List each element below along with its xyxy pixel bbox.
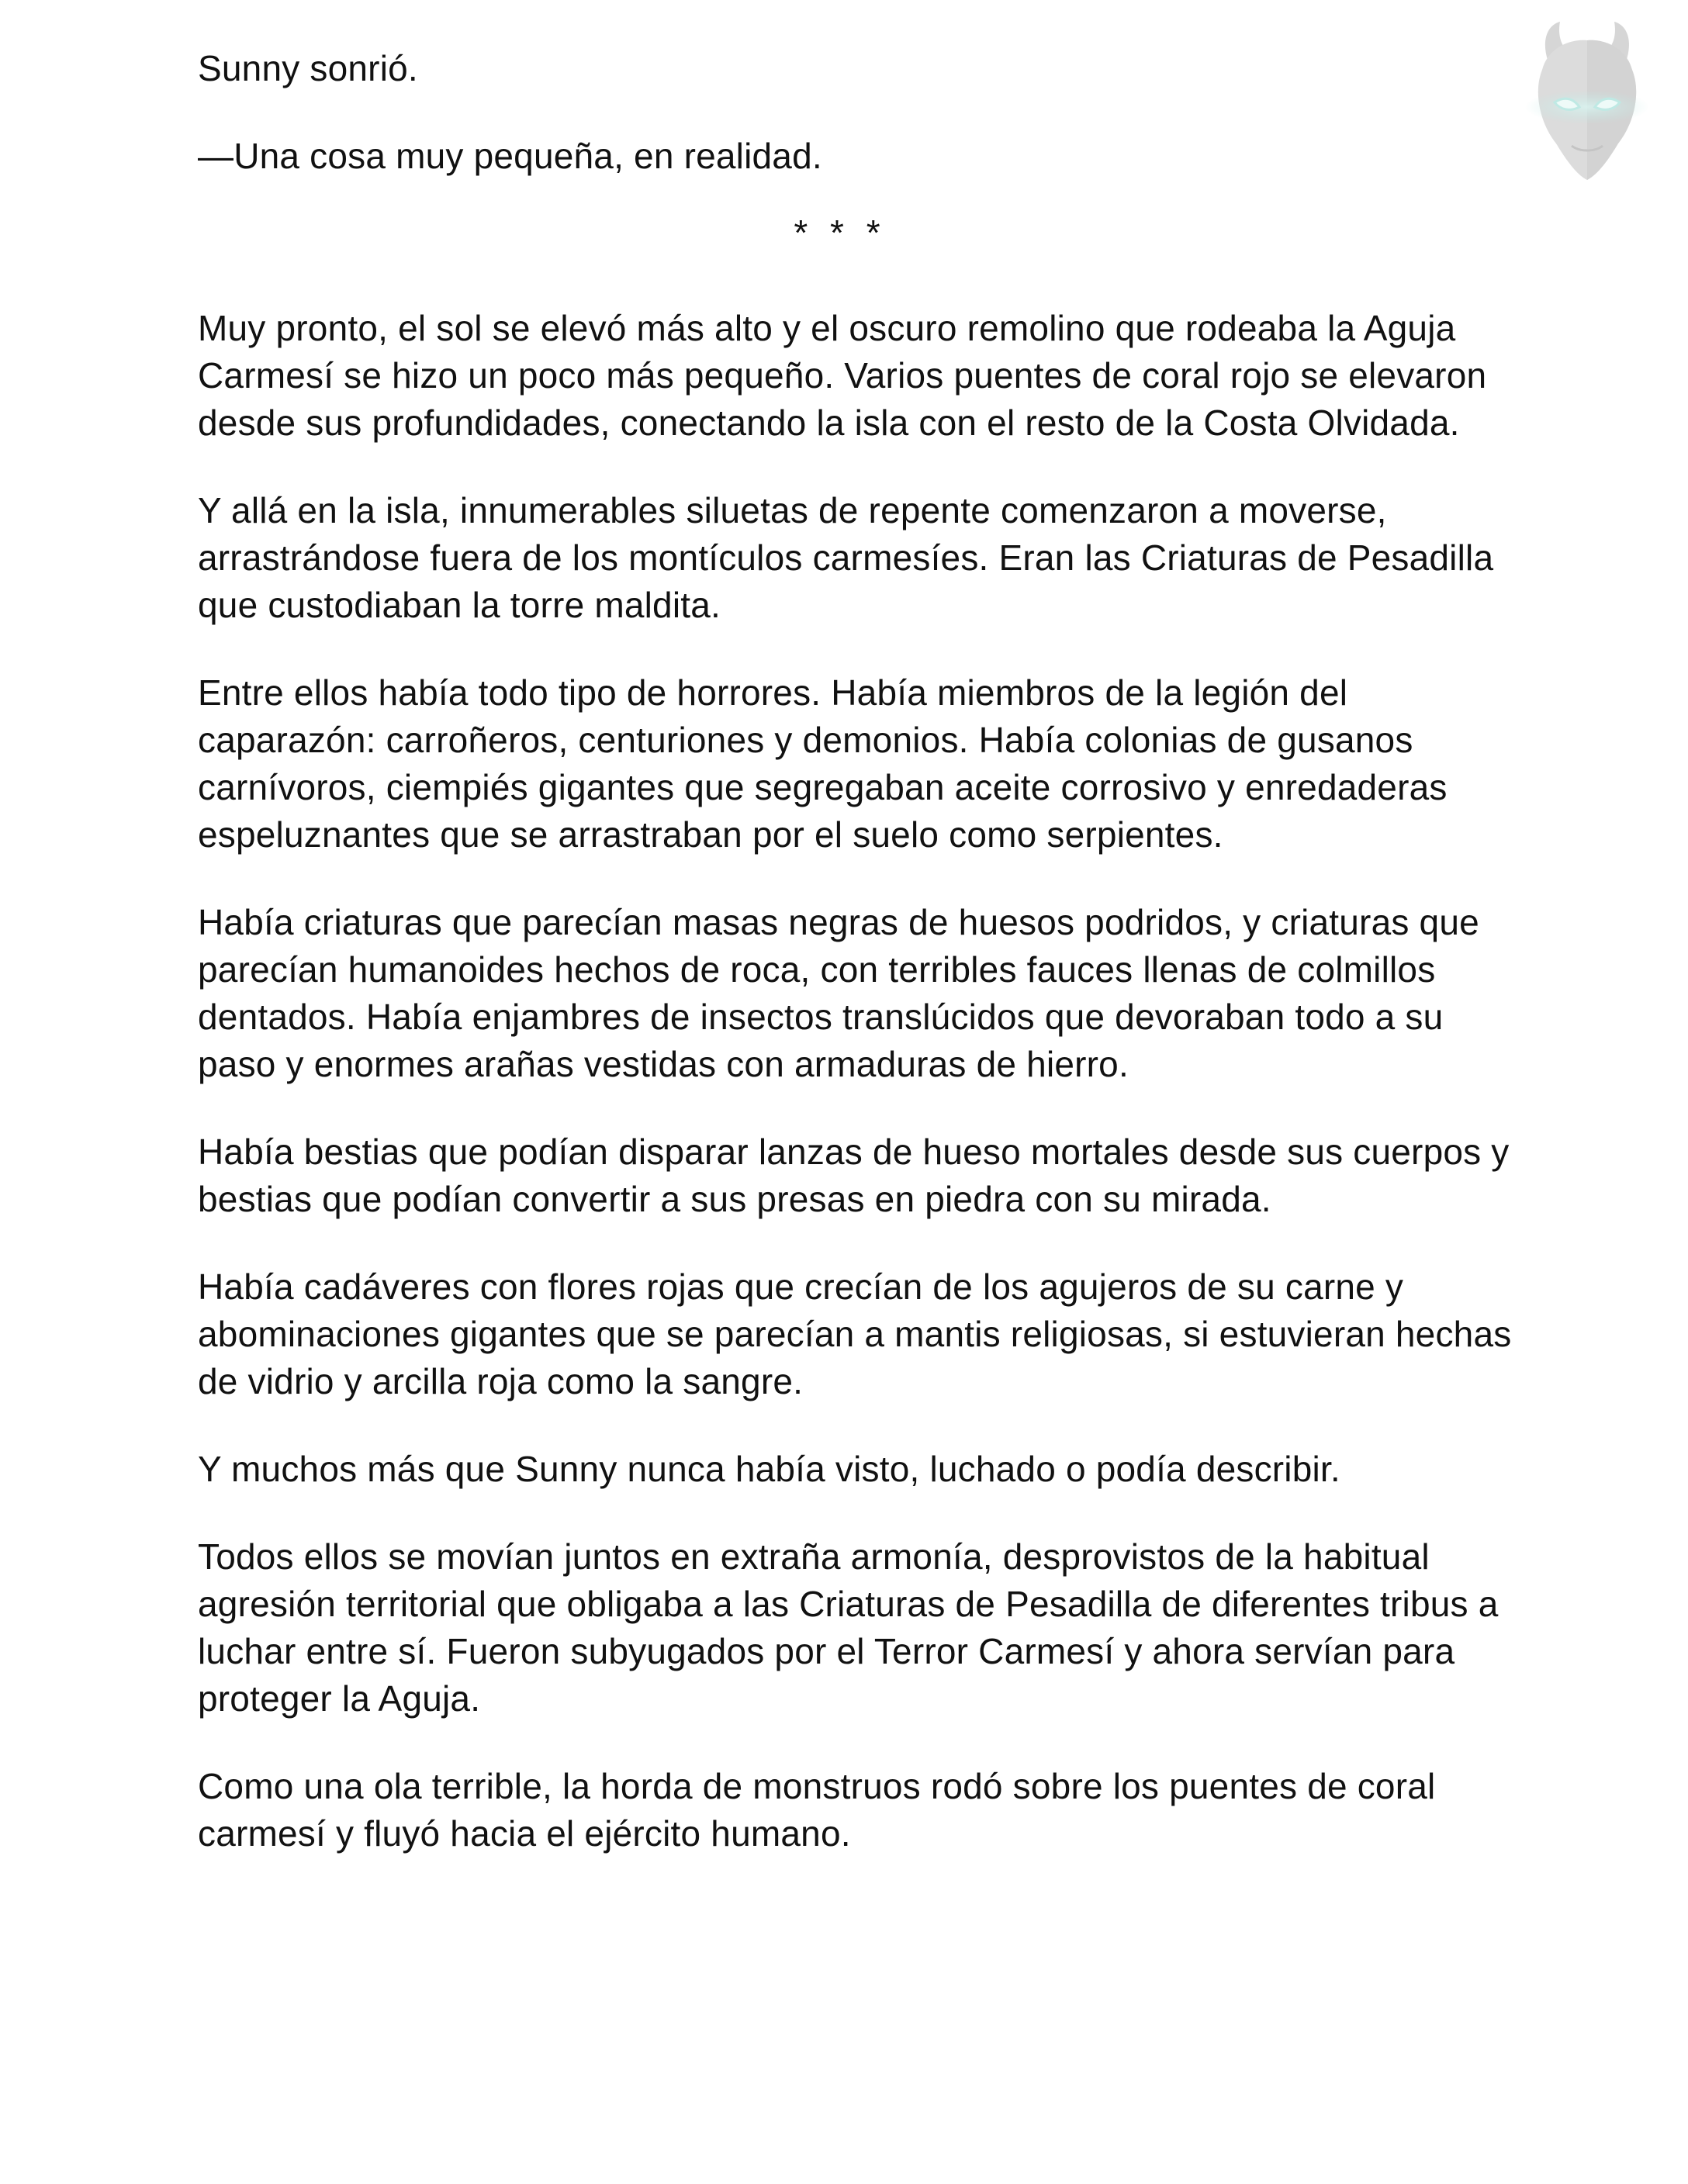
demon-head-logo-icon (1517, 16, 1657, 186)
paragraph: Como una ola terrible, la horda de monstruos rodó sobre los puentes de coral carmesí y fluyó hacia el ejército humano. (198, 1766, 1436, 1854)
paragraph: Y allá en la isla, innumerables siluetas de repente comenzaron a moverse, arrastrándose fuera de los montículos carmesíes. Eran las Criaturas de Pesadilla que custodiaban la torre maldita. (198, 490, 1494, 625)
paragraph: Entre ellos había todo tipo de horrores. Había miembros de la legión del caparazón: carroñeros, centuriones y demonios. Había colonias de gusanos carnívoros, ciempiés gigantes que segregaban aceite corrosivo y enredaderas espeluznantes que se arrastraban por el suelo como serpientes. (198, 672, 1448, 855)
paragraph: —Una cosa muy pequeña, en realidad. (198, 136, 822, 176)
paragraph: Muy pronto, el sol se elevó más alto y el oscuro remolino que rodeaba la Aguja Carmesí se hizo un poco más pequeño. Varios puentes de coral rojo se elevaron desde sus profundidades, conectando la isla con el resto de la Costa Olvidada. (198, 308, 1487, 443)
paragraph: Todos ellos se movían juntos en extraña armonía, desprovistos de la habitual agresión territorial que obligaba a las Criaturas de Pesadilla de diferentes tribus a luchar entre sí. Fueron subyugados por el Terror Carmesí y ahora servían para proteger la Aguja. (198, 1536, 1499, 1719)
paragraph: Había cadáveres con flores rojas que crecían de los agujeros de su carne y abominaciones gigantes que se parecían a mantis religiosas, si estuvieran hechas de vidrio y arcilla roja como la sangre. (198, 1267, 1512, 1401)
paragraph: Había criaturas que parecían masas negras de huesos podridos, y criaturas que parecían humanoides hechos de roca, con terribles fauces llenas de colmillos dentados. Había enjambres de insectos translúcidos que devoraban todo a su paso y enormes arañas vestidas con armaduras de hierro. (198, 902, 1479, 1084)
scene-break: * * * (794, 213, 887, 253)
paragraph: Y muchos más que Sunny nunca había visto, luchado o podía describir. (198, 1449, 1340, 1489)
document-page (198, 45, 1517, 1898)
paragraph: Sunny sonrió. (198, 48, 418, 88)
paragraph: Había bestias que podían disparar lanzas de hueso mortales desde sus cuerpos y bestias que podían convertir a sus presas en piedra con su mirada. (198, 1132, 1510, 1219)
